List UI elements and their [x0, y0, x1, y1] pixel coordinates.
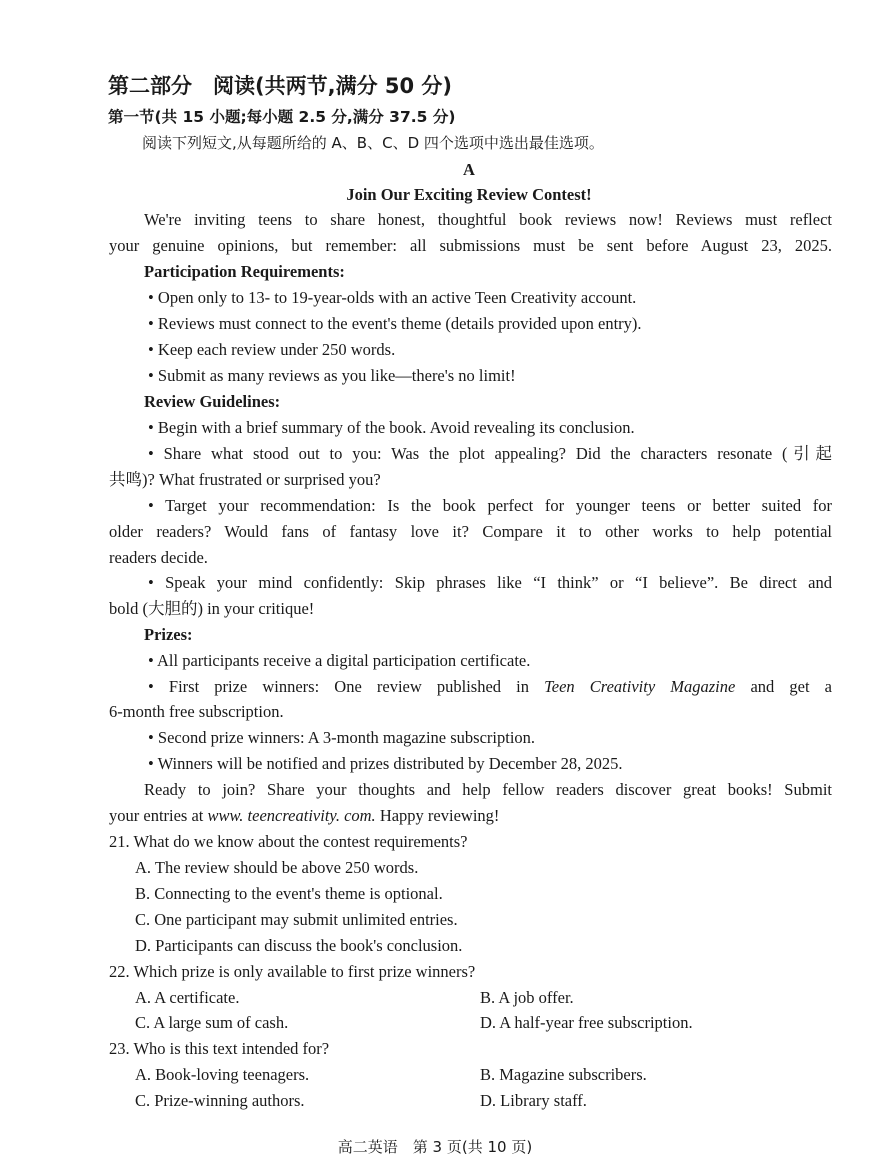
question-stem: 23. Who is this text intended for? — [109, 1039, 330, 1058]
answer-option: A. Book-loving teenagers. — [135, 1065, 310, 1084]
prize-item-cont: 6-month free subscription. — [109, 702, 284, 721]
participation-item: • Reviews must connect to the event's theme (details provided upon entry). — [148, 314, 642, 333]
passage-title: Join Our Exciting Review Contest! — [346, 185, 592, 204]
participation-heading: Participation Requirements: — [144, 262, 345, 281]
prize-item: • First prize winners: One review published in Teen Creativity Magazine and get a — [148, 677, 832, 696]
prize-item: • All participants receive a digital participation certificate. — [148, 651, 531, 670]
prize-item: • Second prize winners: A 3-month magazine subscription. — [148, 728, 536, 747]
guideline-item-cont: bold (大胆的) in your critique! — [109, 599, 315, 618]
closing-line-1: Ready to join? Share your thoughts and help fellow readers discover great books! Submit — [144, 780, 832, 799]
guideline-item-cont: older readers? Would fans of fantasy love it? Compare it to other works to help potential — [109, 522, 832, 541]
part-title: 第二部分 阅读(共两节,满分 50 分) — [108, 74, 453, 98]
page-footer: 高二英语 第 3 页(共 10 页) — [337, 1138, 533, 1156]
closing-line-2: your entries at www. teencreativity. com. Happy reviewing! — [109, 806, 500, 825]
guideline-item: • Share what stood out to you: Was the plot appealing? Did the characters resonate (引起 — [148, 444, 832, 463]
answer-option: C. One participant may submit unlimited entries. — [135, 910, 458, 929]
answer-option: B. Magazine subscribers. — [480, 1065, 647, 1084]
answer-option: A. A certificate. — [135, 988, 240, 1007]
participation-item: • Submit as many reviews as you like—there's no limit! — [148, 366, 516, 385]
guideline-item-cont: readers decide. — [109, 548, 208, 567]
participation-item: • Keep each review under 250 words. — [148, 340, 396, 359]
guideline-item-cont: 共鸣)? What frustrated or surprised you? — [109, 470, 381, 489]
answer-option: B. Connecting to the event's theme is optional. — [135, 884, 443, 903]
question-stem: 22. Which prize is only available to first prize winners? — [109, 962, 476, 981]
section-title: 第一节(共 15 小题;每小题 2.5 分,满分 37.5 分) — [108, 108, 456, 126]
guideline-item: • Speak your mind confidently: Skip phrases like “I think” or “I believe”. Be direct and — [148, 573, 832, 592]
answer-option: A. The review should be above 250 words. — [135, 858, 419, 877]
answer-option: B. A job offer. — [480, 988, 574, 1007]
answer-option: D. Participants can discuss the book's conclusion. — [135, 936, 463, 955]
answer-option: D. A half-year free subscription. — [480, 1013, 693, 1032]
guidelines-heading: Review Guidelines: — [144, 392, 281, 411]
prizes-heading: Prizes: — [144, 625, 193, 644]
instruction: 阅读下列短文,从每题所给的 A、B、C、D 四个选项中选出最佳选项。 — [142, 134, 604, 152]
contest-url: www. teencreativity. com. — [207, 806, 376, 825]
answer-option: C. A large sum of cash. — [135, 1013, 289, 1032]
question-stem: 21. What do we know about the contest requirements? — [109, 832, 468, 851]
intro-line-2: your genuine opinions, but remember: all submissions must be sent before August 23, 2025. — [109, 236, 832, 255]
prize-item: • Winners will be notified and prizes distributed by December 28, 2025. — [148, 754, 623, 773]
passage-letter: A — [463, 160, 475, 179]
intro-line-1: We're inviting teens to share honest, thoughtful book reviews now! Reviews must reflect — [144, 210, 832, 229]
participation-item: • Open only to 13- to 19-year-olds with an active Teen Creativity account. — [148, 288, 637, 307]
guideline-item: • Begin with a brief summary of the book. Avoid revealing its conclusion. — [148, 418, 635, 437]
guideline-item: • Target your recommendation: Is the book perfect for younger teens or better suited for — [148, 496, 832, 515]
answer-option: C. Prize-winning authors. — [135, 1091, 305, 1110]
answer-option: D. Library staff. — [480, 1091, 587, 1110]
